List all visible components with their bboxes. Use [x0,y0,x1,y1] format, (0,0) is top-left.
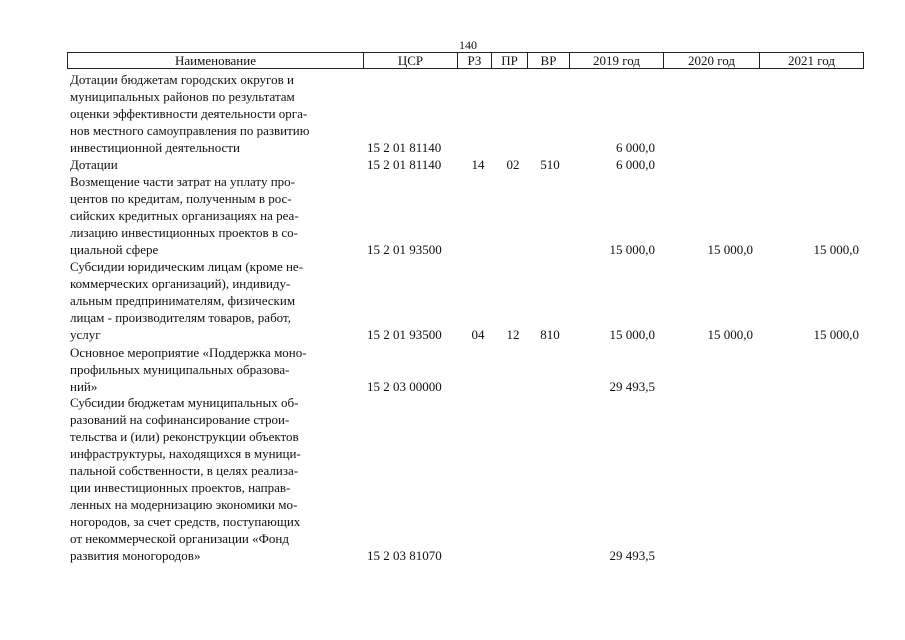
header-vr: ВР [528,53,570,68]
row-name-line: альным предпринимателям, физическим [70,293,296,308]
row-name [70,156,360,173]
row-name-line: инфраструктуры, находящихся в муници- [70,446,301,461]
row-name-line: Дотации бюджетам городских округов и [70,72,294,87]
row-name-line: коммерческих организаций), индивиду- [70,276,291,291]
row-name-line: ленных на модернизацию экономики мо- [70,497,298,512]
row-name-line: Основное мероприятие «Поддержка моно- [70,345,307,360]
cell-pr: 12 [506,327,520,342]
row-name-line: циальной сфере [70,242,159,257]
cell-csr: 15 2 01 81140 [367,157,442,172]
row-name [70,71,360,156]
header-2020: 2020 год [664,53,760,68]
cell-y2019: 15 000,0 [609,327,655,342]
cell-vr: 510 [540,157,560,172]
row-name-line: Дотации [70,157,118,172]
cell-y2019: 6 000,0 [616,157,655,172]
row-name-line: лизацию инвестиционных проектов в со- [70,225,298,240]
header-csr: ЦСР [364,53,458,68]
row-name-line: муниципальных районов по результатам [70,89,295,104]
row-name-line: развития моногородов» [70,548,201,563]
row-name-line: разований на софинансирование строи- [70,412,290,427]
row-name-line: инвестиционной деятельности [70,140,240,155]
cell-csr: 15 2 01 93500 [367,327,442,342]
cell-csr: 15 2 03 81070 [367,548,442,563]
row-name [70,173,360,258]
cell-y2021: 15 000,0 [813,242,859,257]
row-name-line: услуг [70,327,101,342]
row-name [70,344,360,395]
row-name [70,258,360,343]
row-name-line: тельства и (или) реконструкции объектов [70,429,299,444]
row-name-line: сийских кредитных организациях на реа- [70,208,299,223]
row-name-line: лицам - производителям товаров, работ, [70,310,291,325]
row-name-line: Субсидии юридическим лицам (кроме не- [70,259,304,274]
header-rz: РЗ [458,53,492,68]
row-name-line: ции инвестиционных проектов, направ- [70,480,291,495]
row-name-line: ний» [70,379,98,394]
cell-y2020: 15 000,0 [707,242,753,257]
row-name-line: ногородов, за счет средств, поступающих [70,514,301,529]
cell-csr: 15 2 03 00000 [367,379,442,394]
cell-y2019: 29 493,5 [609,548,655,563]
header-2021: 2021 год [788,53,835,68]
header-name: Наименование [68,53,364,68]
cell-y2020: 15 000,0 [707,327,753,342]
row-name-line: центов по кредитам, полученным в рос- [70,191,292,206]
cell-y2019: 29 493,5 [609,379,655,394]
cell-pr: 02 [506,157,520,172]
cell-y2019: 6 000,0 [616,140,655,155]
row-name-line: оценки эффективности деятельности орга- [70,106,308,121]
row-name-line: Возмещение части затрат на уплату про- [70,174,295,189]
cell-csr: 15 2 01 93500 [367,242,442,257]
row-name-line: нов местного самоуправления по развитию [70,123,310,138]
cell-y2019: 15 000,0 [609,242,655,257]
row-name-line: профильных муниципальных образова- [70,362,290,377]
row-name-line: от некоммерческой организации «Фонд [70,531,289,546]
row-name-line: Субсидии бюджетам муниципальных об- [70,395,299,410]
row-name-line: пальной собственности, в целях реализа- [70,463,299,478]
cell-rz: 14 [471,157,485,172]
header-2019: 2019 год [570,53,664,68]
header-pr: ПР [492,53,528,68]
cell-y2021: 15 000,0 [813,327,859,342]
row-name [70,394,360,564]
cell-vr: 810 [540,327,560,342]
cell-csr: 15 2 01 81140 [367,140,442,155]
cell-rz: 04 [471,327,485,342]
page-number: 140 [459,38,477,52]
